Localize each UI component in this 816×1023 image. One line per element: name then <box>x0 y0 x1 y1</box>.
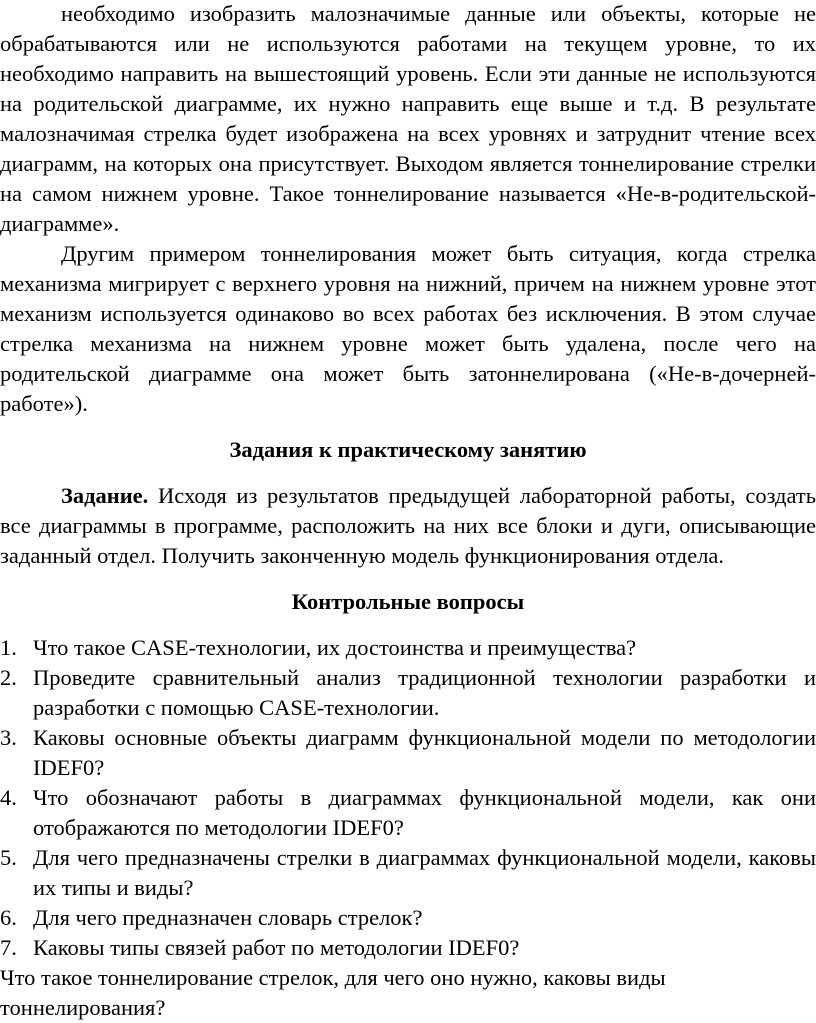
task-label: Задание. <box>61 483 149 508</box>
question-item <box>0 633 816 663</box>
practice-task <box>0 481 816 571</box>
question-text: Для чего предназначен словарь стрелок? <box>33 905 423 930</box>
question-item <box>0 933 816 963</box>
questions-heading: Контрольные вопросы <box>291 589 525 614</box>
task-text: Исходя из результатов предыдущей лабораторной работы, создать все диаграммы в программе, расположить на них все блоки и дуги, описывающие заданный отдел. Получить законченную модель функционирования отдела. <box>0 483 816 568</box>
question-number: 3. <box>0 725 17 750</box>
question-text: Каковы типы связей работ по методологии IDEF0? <box>33 935 520 960</box>
question-number: 1. <box>0 635 17 660</box>
question-number: 2. <box>0 665 17 690</box>
paragraph-tunneling-not-in-parent: необходимо изобразить малозначимые данные или объекты, которые не обрабатываются или не используются работами на текущем уровне, то их необходимо направить на вышестоящий уровень. Если эти данные не используются на родительской диаграмме, их нужно направить еще выше и т.д. В результате малозначимая стрелка будет изображена на всех уровнях и затруднит чтение всех диаграмм, на которых она присутствует. Выходом является тоннелирование стрелки на самом нижнем уровне. Такое тоннелирование называется «Не-в-родительской-диаграмме». <box>0 1 816 236</box>
question-number: 6. <box>0 905 17 930</box>
question-number: 7. <box>0 935 17 960</box>
question-number: 5. <box>0 845 17 870</box>
question-number: 4. <box>0 785 17 810</box>
question-item <box>0 663 816 723</box>
question-item <box>0 723 816 783</box>
question-tail: Что такое тоннелирование стрелок, для чего оно нужно, каковы виды тоннелирования? <box>0 965 666 1020</box>
paragraph-tunneling-not-in-child: Другим примером тоннелирования может быть ситуация, когда стрелка механизма мигрирует с верхнего уровня на нижний, причем на нижнем уровне этот механизм используется одинаково во всех работах без исключения. В этом случае стрелка механизма на нижнем уровне может быть удалена, после чего на родительской диаграмме она может быть затоннелирована («Не-в-дочерней-работе»). <box>0 241 816 416</box>
question-text: Для чего предназначены стрелки в диаграммах функциональной модели, каковы их типы и виды? <box>33 845 816 900</box>
question-text: Что такое CASE-технологии, их достоинства и преимущества? <box>33 635 637 660</box>
question-text: Каковы основные объекты диаграмм функциональной модели по методологии IDEF0? <box>33 725 816 780</box>
question-text: Что обозначают работы в диаграммах функциональной модели, как они отображаются по методологии IDEF0? <box>33 785 816 840</box>
question-item <box>0 903 816 933</box>
practice-heading: Задания к практическому занятию <box>229 437 587 462</box>
question-text: Проведите сравнительный анализ традиционной технологии разработки и разработки с помощью CASE-технологии. <box>33 665 816 720</box>
question-item <box>0 783 816 843</box>
questions-list <box>0 633 816 963</box>
question-item <box>0 843 816 903</box>
